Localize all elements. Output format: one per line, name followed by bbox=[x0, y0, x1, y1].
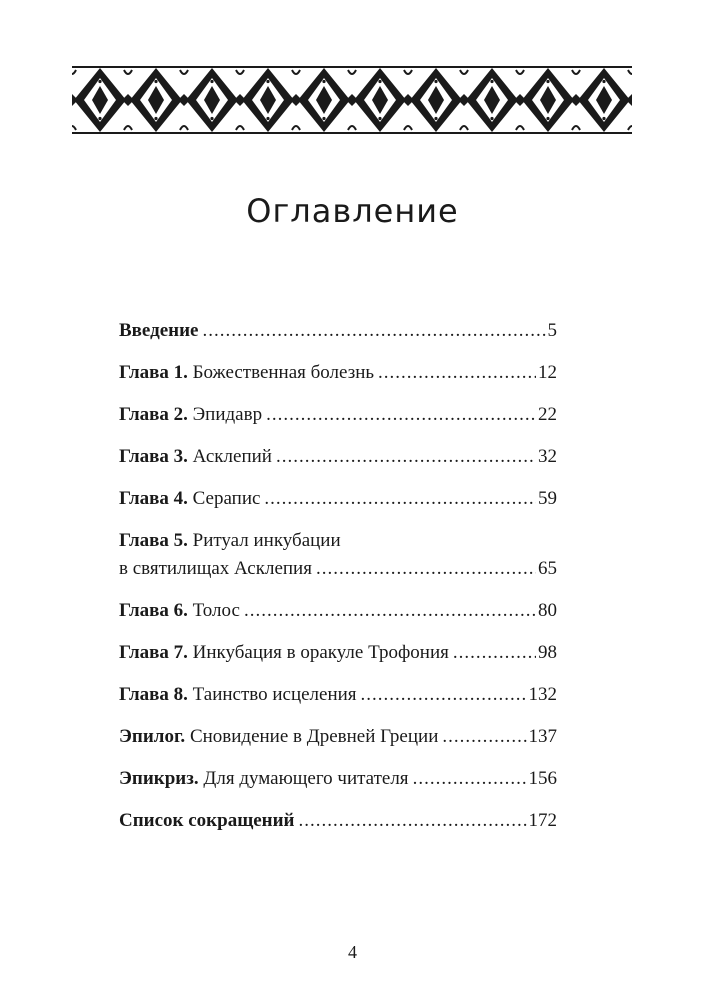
toc-entry-chapter-6[interactable]: Глава 6. Толос ..... 80 bbox=[119, 598, 557, 624]
toc-entry-label: Эпилог. bbox=[119, 726, 186, 747]
dot-leader bbox=[453, 640, 536, 666]
toc-page-number: 5 bbox=[547, 320, 557, 341]
page-title: Оглавление bbox=[246, 192, 459, 230]
toc-entry-chapter-2[interactable]: Глава 2. Эпидавр ..... 22 bbox=[119, 402, 557, 428]
dot-leader bbox=[442, 724, 526, 750]
dot-leader bbox=[316, 556, 536, 582]
toc-entry-epilogue[interactable]: Эпилог. Сновидение в Древней Греции ..... 137 bbox=[119, 724, 557, 750]
toc-page-number: 156 bbox=[528, 768, 557, 789]
toc-entry-chapter-8[interactable]: Глава 8. Таинство исцеления ..... 132 bbox=[119, 682, 557, 708]
toc-entry-label: Введение bbox=[119, 320, 199, 341]
toc-page-number: 12 bbox=[538, 362, 557, 383]
toc-entry-chapter-1[interactable]: Глава 1. Божественная болезнь ..... 12 bbox=[119, 360, 557, 386]
dot-leader bbox=[361, 682, 527, 708]
toc-page-number: 80 bbox=[538, 600, 557, 621]
toc-entry-abbreviations[interactable] bbox=[119, 808, 557, 834]
toc-page-number: 32 bbox=[538, 446, 557, 467]
toc-entry-label: Глава 2. bbox=[119, 404, 188, 425]
dot-leader bbox=[264, 486, 536, 512]
toc-page-number: 137 bbox=[528, 726, 557, 747]
toc-page-number: 172 bbox=[528, 810, 557, 831]
toc-entry-chapter-5[interactable]: Глава 5. Ритуал инкубации в святилищах Асклепия ..... 65 bbox=[119, 528, 557, 582]
toc-page-number: 22 bbox=[538, 404, 557, 425]
page-number: 4 bbox=[348, 942, 357, 962]
toc-entry-label: Глава 6. bbox=[119, 600, 188, 621]
table-of-contents bbox=[119, 318, 557, 834]
toc-page-number: 59 bbox=[538, 488, 557, 509]
toc-entry-label: Глава 1. bbox=[119, 362, 188, 383]
toc-entry-label: Глава 5. bbox=[119, 530, 188, 551]
toc-entry-chapter-7[interactable]: Глава 7. Инкубация в оракуле Трофония ..... 98 bbox=[119, 640, 557, 666]
dot-leader bbox=[266, 402, 536, 428]
dot-leader bbox=[244, 598, 536, 624]
toc-entry-label: Глава 4. bbox=[119, 488, 188, 509]
dot-leader bbox=[378, 360, 536, 386]
toc-entry-chapter-3[interactable]: Глава 3. Асклепий ..... 32 bbox=[119, 444, 557, 470]
toc-entry-label: Глава 3. bbox=[119, 446, 188, 467]
toc-entry-label: Эпикриз. bbox=[119, 768, 199, 789]
toc-page-number: 98 bbox=[538, 642, 557, 663]
toc-entry-introduction[interactable] bbox=[119, 318, 557, 344]
toc-entry-chapter-4[interactable]: Глава 4. Серапис ..... 59 bbox=[119, 486, 557, 512]
toc-entry-label: Список сокращений bbox=[119, 810, 295, 831]
dot-leader bbox=[413, 766, 527, 792]
decorative-border-icon bbox=[72, 66, 632, 134]
toc-entry-label: Глава 7. bbox=[119, 642, 188, 663]
toc-entry-epicrisis[interactable]: Эпикриз. Для думающего читателя ..... 156 bbox=[119, 766, 557, 792]
dot-leader bbox=[299, 808, 527, 834]
toc-page-number: 132 bbox=[528, 684, 557, 705]
dot-leader bbox=[276, 444, 536, 470]
toc-page-number: 65 bbox=[538, 558, 557, 579]
toc-entry-label: Глава 8. bbox=[119, 684, 188, 705]
dot-leader bbox=[203, 318, 546, 344]
